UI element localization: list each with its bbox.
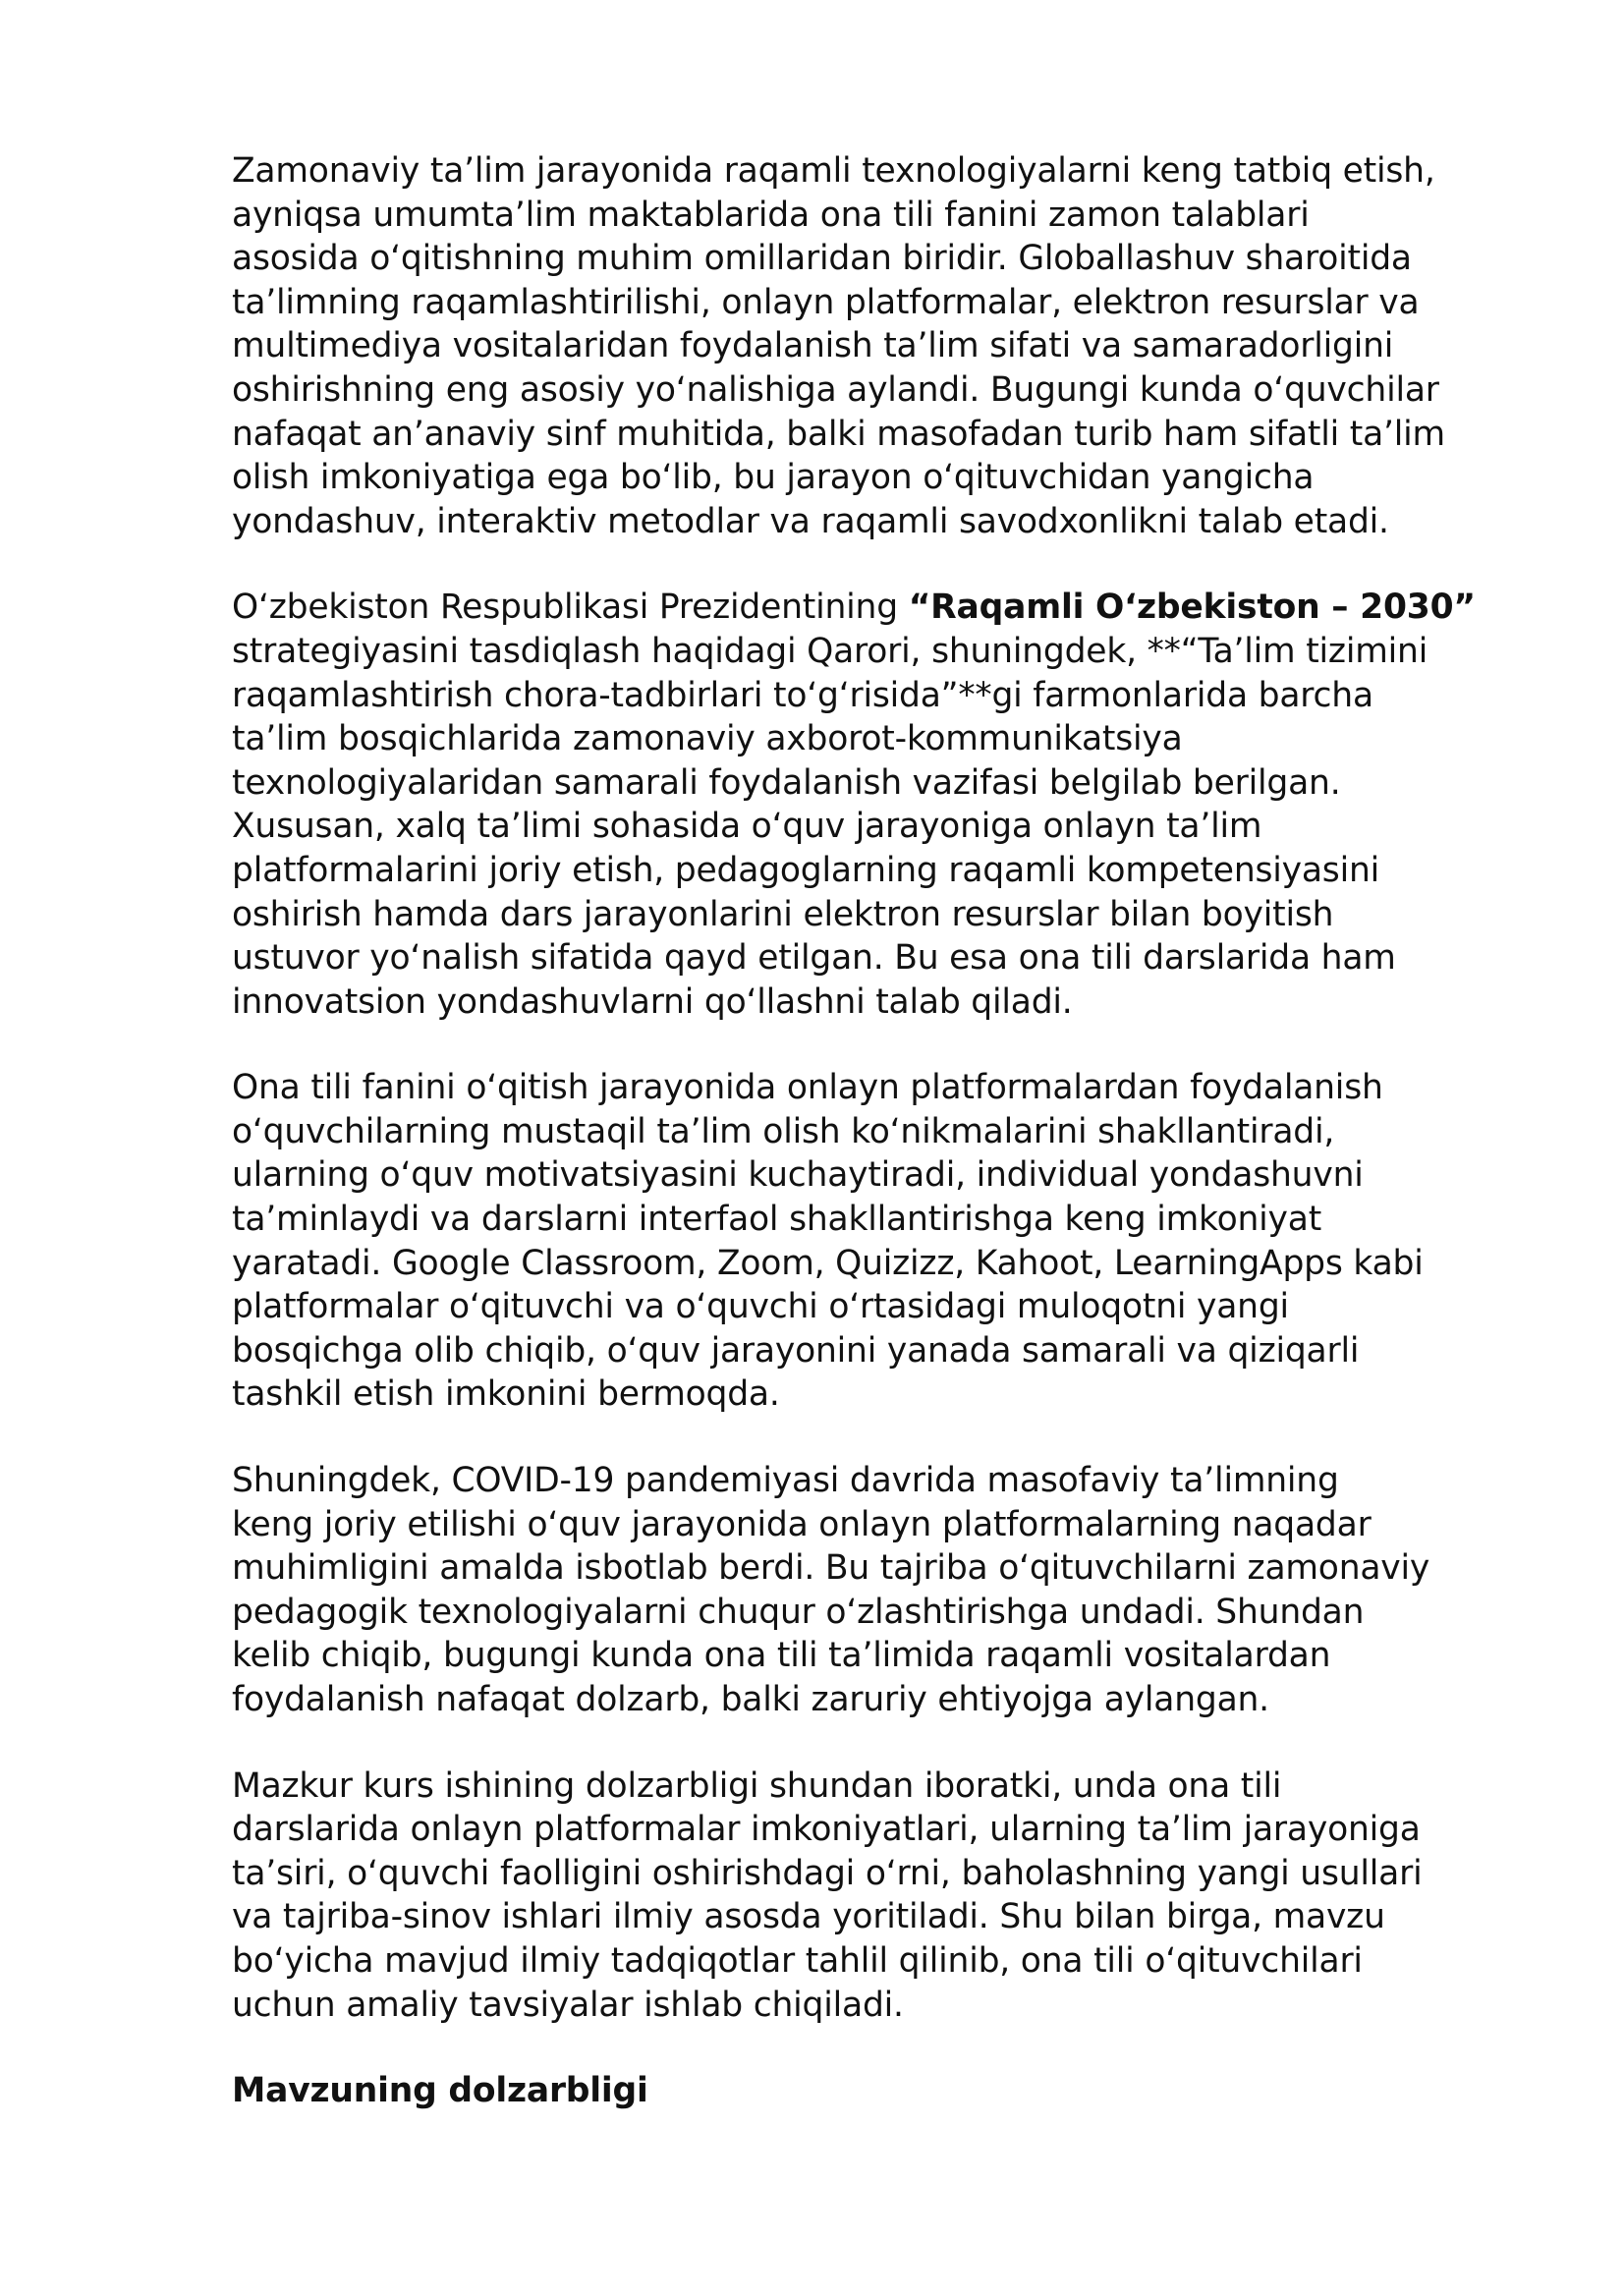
text-line: Shuningdek, COVID-19 pandemiyasi davrida masofaviy ta’limning	[232, 1461, 1339, 1501]
text-line: pedagogik texnologiyalarni chuqur o‘zlashtirishga undadi. Shundan	[232, 1592, 1365, 1632]
document-page	[232, 149, 1539, 2113]
text-line: yondashuv, interaktiv metodlar va raqamli savodxonlikni talab etadi.	[232, 501, 1389, 541]
text-line: ta’limning raqamlashtirilishi, onlayn platformalar, elektron resurslar va	[232, 282, 1420, 322]
text-line: yaratadi. Google Classroom, Zoom, Quizizz, Kahoot, LearningApps kabi	[232, 1243, 1424, 1283]
text-line: Ona tili fanini o‘qitish jarayonida onlayn platformalardan foydalanish	[232, 1068, 1383, 1108]
text-line-first	[232, 586, 1539, 630]
text-line: tashkil etish imkonini bermoqda.	[232, 1374, 780, 1415]
text-line: Xususan, xalq ta’limi sohasida o‘quv jarayoniga onlayn ta’lim	[232, 807, 1262, 847]
text-line: platformalar o‘qituvchi va o‘quvchi o‘rtasidagi muloqotni yangi	[232, 1287, 1289, 1327]
text-line: olish imkoniyatiga ega bo‘lib, bu jarayon o‘qituvchidan yangicha	[232, 458, 1315, 498]
section-heading: Mavzuning dolzarbligi	[232, 2071, 648, 2111]
text-prefix: O‘zbekiston Respublikasi Prezidentining	[232, 588, 909, 628]
text-line: asosida o‘qitishning muhim omillaridan biridir. Globallashuv sharoitida	[232, 239, 1412, 279]
paragraph-5	[232, 1764, 1539, 2028]
text-line: texnologiyalaridan samarali foydalanish vazifasi belgilab berilgan.	[232, 762, 1341, 803]
text-line: darslarida onlayn platformalar imkoniyatlari, ularning ta’lim jarayoniga	[232, 1810, 1421, 1850]
text-line: ularning o‘quv motivatsiyasini kuchaytiradi, individual yondashuvni	[232, 1155, 1364, 1196]
text-line: nafaqat an’anaviy sinf muhitida, balki masofadan turib ham sifatli ta’lim	[232, 414, 1445, 454]
text-line: innovatsion yondashuvlarni qo‘llashni talab qiladi.	[232, 981, 1073, 1022]
text-line: va tajriba-sinov ishlari ilmiy asosda yoritiladi. Shu bilan birga, mavzu	[232, 1897, 1385, 1937]
text-line: muhimligini amalda isbotlab berdi. Bu tajriba o‘qituvchilarni zamonaviy	[232, 1548, 1430, 1589]
text-line: multimediya vositalaridan foydalanish ta’lim sifati va samaradorligini	[232, 326, 1394, 366]
text-line: oshirishning eng asosiy yo‘nalishiga aylandi. Bugungi kunda o‘quvchilar	[232, 369, 1439, 410]
text-line: oshirish hamda dars jarayonlarini elektron resurslar bilan boyitish	[232, 894, 1334, 934]
text-line: ta’minlaydi va darslarni interfaol shakllantirishga keng imkoniyat	[232, 1200, 1322, 1240]
text-line: foydalanish nafaqat dolzarb, balki zaruriy ehtiyojga aylangan.	[232, 1680, 1269, 1719]
text-line: uchun amaliy tavsiyalar ishlab chiqiladi.	[232, 1985, 904, 2025]
text-line: ta’lim bosqichlarida zamonaviy axborot-kommunikatsiya	[232, 719, 1183, 759]
text-line: kelib chiqib, bugungi kunda ona tili ta’limida raqamli vositalardan	[232, 1636, 1331, 1676]
text-line: o‘quvchilarning mustaqil ta’lim olish ko‘nikmalarini shakllantiradi,	[232, 1111, 1335, 1151]
text-line: Mazkur kurs ishining dolzarbligi shundan iboratki, unda ona tili	[232, 1765, 1282, 1806]
text-line: ustuvor yo‘nalish sifatida qayd etilgan. Bu esa ona tili darslarida ham	[232, 938, 1396, 979]
text-line: raqamlashtirish chora-tadbirlari to‘g‘risida”**gi farmonlarida barcha	[232, 675, 1373, 715]
text-line: bosqichga olib chiqib, o‘quv jarayonini yanada samarali va qiziqarli	[232, 1330, 1360, 1371]
paragraph-4	[232, 1459, 1539, 1722]
bold-strategy-name: “Raqamli O‘zbekiston – 2030”	[908, 588, 1476, 628]
text-line: ta’siri, o‘quvchi faolligini oshirishdagi o‘rni, baholashning yangi usullari	[232, 1853, 1423, 1893]
text-line: bo‘yicha mavjud ilmiy tadqiqotlar tahlil qilinib, ona tili o‘qituvchilari	[232, 1940, 1363, 1981]
paragraph-1	[232, 149, 1539, 543]
paragraph-2	[232, 586, 1539, 1024]
paragraph-3	[232, 1066, 1539, 1417]
text-line: keng joriy etilishi o‘quv jarayonida onlayn platformalarning naqadar	[232, 1504, 1372, 1544]
text-line: Zamonaviy ta’lim jarayonida raqamli texnologiyalarni keng tatbiq etish,	[232, 151, 1435, 191]
text-line: ayniqsa umumta’lim maktablarida ona tili fanini zamon talablari	[232, 195, 1310, 235]
text-line: platformalarini joriy etish, pedagoglarning raqamli kompetensiyasini	[232, 850, 1380, 890]
text-line: strategiyasini tasdiqlash haqidagi Qarori, shuningdek, **“Ta’lim tizimini	[232, 631, 1428, 671]
